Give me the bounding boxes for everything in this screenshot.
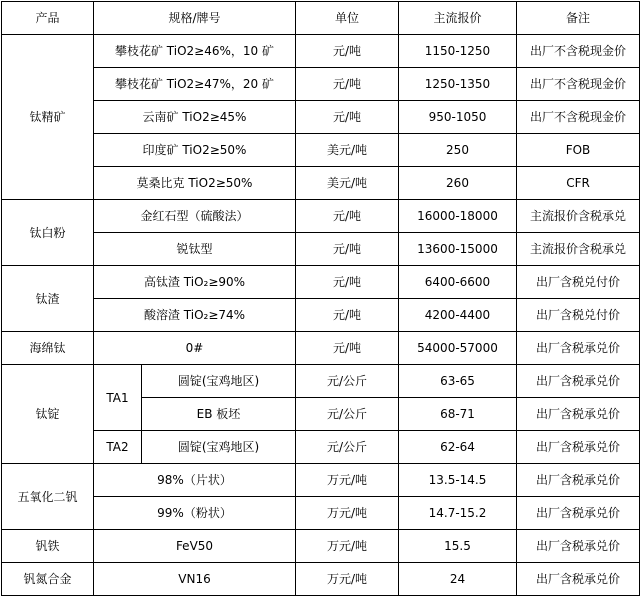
unit-cell: 万元/吨: [296, 497, 399, 530]
table-body: [2, 2, 640, 596]
price-cell: 24: [399, 563, 517, 596]
price-cell: 63-65: [399, 365, 517, 398]
note-cell: 主流报价含税承兑: [517, 200, 640, 233]
price-cell: 1250-1350: [399, 68, 517, 101]
header-price: 主流报价: [399, 2, 517, 35]
table-row: [2, 200, 640, 233]
unit-cell: 元/公斤: [296, 398, 399, 431]
price-cell: 6400-6600: [399, 266, 517, 299]
table-row: [2, 35, 640, 68]
unit-cell: 元/吨: [296, 101, 399, 134]
category-cell: 钒铁: [2, 530, 94, 563]
unit-cell: 万元/吨: [296, 530, 399, 563]
note-cell: 出厂不含税现金价: [517, 35, 640, 68]
unit-cell: 元/吨: [296, 68, 399, 101]
table-row: [2, 332, 640, 365]
note-cell: 出厂含税兑付价: [517, 266, 640, 299]
price-cell: 14.7-15.2: [399, 497, 517, 530]
titanium-vanadium-price-table: [1, 1, 640, 596]
table-row: [2, 464, 640, 497]
note-cell: 出厂含税承兑价: [517, 431, 640, 464]
unit-cell: 元/吨: [296, 35, 399, 68]
price-cell: 13.5-14.5: [399, 464, 517, 497]
table-header-row: [2, 2, 640, 35]
table-row: [2, 233, 640, 266]
table-row: [2, 431, 640, 464]
header-spec: 规格/牌号: [94, 2, 296, 35]
table-row: [2, 299, 640, 332]
note-cell: 主流报价含税承兑: [517, 233, 640, 266]
table-row: [2, 68, 640, 101]
table-row: [2, 266, 640, 299]
spec-cell: 圆锭(宝鸡地区): [142, 365, 296, 398]
unit-cell: 元/吨: [296, 299, 399, 332]
unit-cell: 万元/吨: [296, 464, 399, 497]
note-cell: CFR: [517, 167, 640, 200]
spec-cell: EB 板坯: [142, 398, 296, 431]
note-cell: 出厂含税承兑价: [517, 365, 640, 398]
table-row: [2, 167, 640, 200]
spec-cell: 金红石型（硫酸法）: [94, 200, 296, 233]
note-cell: 出厂含税兑付价: [517, 299, 640, 332]
price-cell: 16000-18000: [399, 200, 517, 233]
category-cell: 海绵钛: [2, 332, 94, 365]
note-cell: 出厂含税承兑价: [517, 398, 640, 431]
header-product: 产品: [2, 2, 94, 35]
price-cell: 1150-1250: [399, 35, 517, 68]
price-cell: 4200-4400: [399, 299, 517, 332]
category-cell: 钛精矿: [2, 35, 94, 200]
category-cell: 钛锭: [2, 365, 94, 464]
unit-cell: 美元/吨: [296, 167, 399, 200]
unit-cell: 元/吨: [296, 200, 399, 233]
note-cell: 出厂含税承兑价: [517, 530, 640, 563]
spec-cell: 99%（粉状）: [94, 497, 296, 530]
note-cell: 出厂含税承兑价: [517, 464, 640, 497]
table-row: [2, 134, 640, 167]
spec-cell: 酸溶渣 TiO₂≥74%: [94, 299, 296, 332]
note-cell: 出厂不含税现金价: [517, 68, 640, 101]
grade-cell: TA1: [94, 365, 142, 431]
unit-cell: 元/吨: [296, 233, 399, 266]
price-cell: 13600-15000: [399, 233, 517, 266]
note-cell: FOB: [517, 134, 640, 167]
spec-cell: 攀枝花矿 TiO2≥47%，20 矿: [94, 68, 296, 101]
header-unit: 单位: [296, 2, 399, 35]
price-cell: 950-1050: [399, 101, 517, 134]
unit-cell: 元/吨: [296, 332, 399, 365]
price-cell: 260: [399, 167, 517, 200]
spec-cell: 云南矿 TiO2≥45%: [94, 101, 296, 134]
spec-cell: VN16: [94, 563, 296, 596]
price-table-sheet: [0, 1, 641, 586]
spec-cell: 攀枝花矿 TiO2≥46%，10 矿: [94, 35, 296, 68]
table-row: [2, 497, 640, 530]
table-row: [2, 563, 640, 596]
note-cell: 出厂含税承兑价: [517, 332, 640, 365]
header-note: 备注: [517, 2, 640, 35]
price-cell: 15.5: [399, 530, 517, 563]
category-cell: 钛渣: [2, 266, 94, 332]
category-cell: 钒氮合金: [2, 563, 94, 596]
category-cell: 五氧化二钒: [2, 464, 94, 530]
spec-cell: 98%（片状）: [94, 464, 296, 497]
price-cell: 62-64: [399, 431, 517, 464]
unit-cell: 美元/吨: [296, 134, 399, 167]
spec-cell: 圆锭(宝鸡地区): [142, 431, 296, 464]
note-cell: 出厂含税承兑价: [517, 497, 640, 530]
unit-cell: 元/公斤: [296, 365, 399, 398]
table-row: [2, 101, 640, 134]
table-row: [2, 530, 640, 563]
grade-cell: TA2: [94, 431, 142, 464]
note-cell: 出厂不含税现金价: [517, 101, 640, 134]
spec-cell: FeV50: [94, 530, 296, 563]
price-cell: 54000-57000: [399, 332, 517, 365]
spec-cell: 0#: [94, 332, 296, 365]
unit-cell: 元/公斤: [296, 431, 399, 464]
spec-cell: 锐钛型: [94, 233, 296, 266]
spec-cell: 印度矿 TiO2≥50%: [94, 134, 296, 167]
category-cell: 钛白粉: [2, 200, 94, 266]
note-cell: 出厂含税承兑价: [517, 563, 640, 596]
unit-cell: 万元/吨: [296, 563, 399, 596]
spec-cell: 高钛渣 TiO₂≥90%: [94, 266, 296, 299]
price-cell: 250: [399, 134, 517, 167]
price-cell: 68-71: [399, 398, 517, 431]
spec-cell: 莫桑比克 TiO2≥50%: [94, 167, 296, 200]
unit-cell: 元/吨: [296, 266, 399, 299]
table-row: [2, 365, 640, 398]
